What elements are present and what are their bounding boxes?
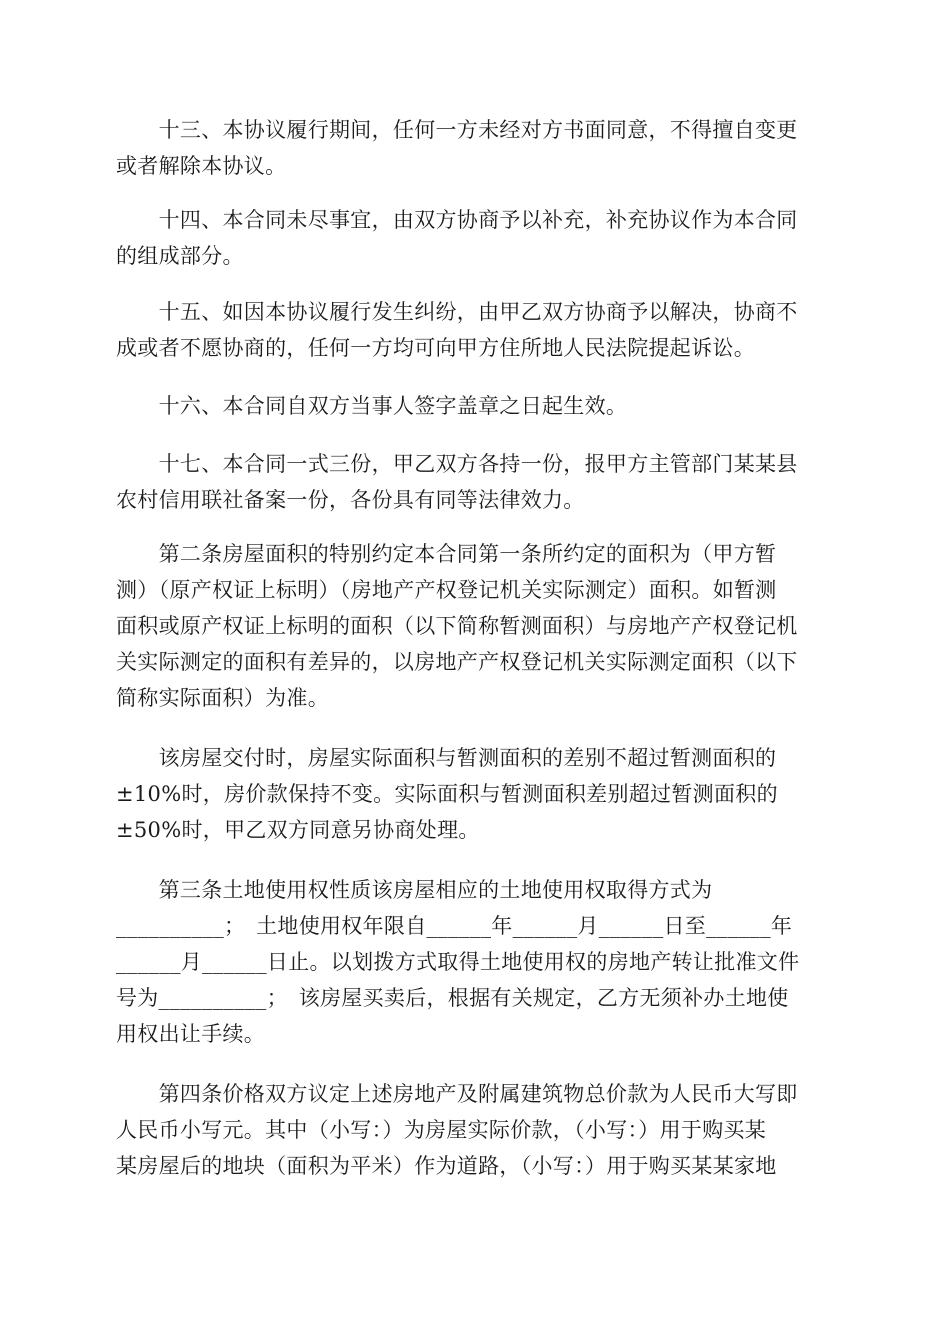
text-line: 简称实际面积）为准。 [116,686,329,710]
article-4-paragraph [116,1076,836,1184]
text-line: 成或者不愿协商的，任何一方均可向甲方住所地人民法院提起诉讼。 [116,336,755,360]
text-line: 关实际测定的面积有差异的，以房地产产权登记机关实际测定面积（以下 [116,650,798,674]
text-line: 十五、如因本协议履行发生纠纷，由甲乙双方协商予以解决，协商不 [116,300,798,324]
text-line: 农村信用联社备案一份，各份具有同等法律效力。 [116,488,585,512]
area-difference-paragraph [116,740,836,848]
clause-16-paragraph [116,388,836,424]
text-line: 人民币小写元。其中（小写：）为房屋实际价款，（小写：）用于购买某 [116,1118,767,1142]
text-line: 第四条价格双方议定上述房地产及附属建筑物总价款为人民币大写即 [116,1082,798,1106]
text-line: 或者解除本协议。 [116,154,287,178]
text-line: 号为__________； 该房屋买卖后，根据有关规定，乙方无须补办土地使 [116,986,789,1010]
text-line: 用权出让手续。 [116,1022,266,1046]
article-3-paragraph [116,872,836,1052]
text-line: ±50%时，甲乙双方同意另协商处理。 [116,818,480,842]
text-line: __________； 土地使用权年限自______年______月______日至______年 [116,914,793,938]
clause-17-paragraph [116,446,836,518]
text-line: 面积或原产权证上标明的面积（以下简称暂测面积）与房地产产权登记机 [116,614,798,638]
text-line: 该房屋交付时，房屋实际面积与暂测面积的差别不超过暂测面积的 [116,746,777,770]
text-line: 第二条房屋面积的特别约定本合同第一条所约定的面积为（甲方暂 [116,542,777,566]
clause-13-paragraph [116,112,836,184]
text-line: 第三条土地使用权性质该房屋相应的土地使用权取得方式为 [116,878,713,902]
text-line: 某房屋后的地块（面积为平米）作为道路，（小写：）用于购买某某家地 [116,1154,777,1178]
text-line: 十四、本合同未尽事宜，由双方协商予以补充，补充协议作为本合同 [116,208,798,232]
text-line: 十六、本合同自双方当事人签字盖章之日起生效。 [116,394,628,418]
text-line: 十七、本合同一式三份，甲乙双方各持一份，报甲方主管部门某某县 [116,452,798,476]
article-2-paragraph [116,536,836,716]
clause-15-paragraph [116,294,836,366]
text-line: ______月______日止。以划拨方式取得土地使用权的房地产转让批准文件 [116,950,800,974]
text-line: 十三、本协议履行期间，任何一方未经对方书面同意，不得擅自变更 [116,118,798,142]
clause-14-paragraph [116,202,836,274]
text-line: ±10%时，房价款保持不变。实际面积与暂测面积差别超过暂测面积的 [116,782,778,806]
text-line: 的组成部分。 [116,244,244,268]
text-line: 测）（原产权证上标明）（房地产产权登记机关实际测定）面积。如暂测 [116,578,777,602]
